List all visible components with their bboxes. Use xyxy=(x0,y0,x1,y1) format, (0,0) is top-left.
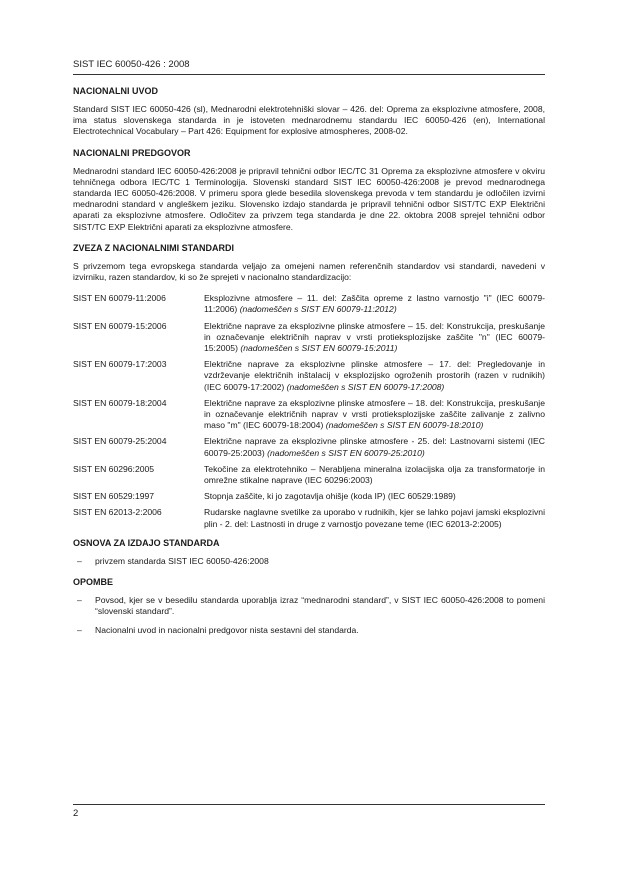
reference-text: Električne naprave za eksplozivne plinske atmosfere – 15. del: Konstrukcija, preskušanje in označevanje električnih naprav v vrsti protieksplozijske zaščite "n" (IEC 60079-15:2005) xyxy=(204,320,545,354)
reference-code: SIST EN 62013-2:2006 xyxy=(73,507,162,518)
section-heading-predgovor: NACIONALNI PREDGOVOR xyxy=(73,147,191,158)
footer-rule xyxy=(73,804,545,805)
list-item xyxy=(73,556,545,567)
reference-row xyxy=(73,398,545,432)
reference-description: Rudarske naglavne svetilke za uporabo v rudnikih, kjer se lahko pojavi jamski eksplozivni plin - 2. del: Lastnosti in druge z varnostjo povezane teme (IEC 62013-2:2005) xyxy=(204,507,545,529)
reference-description: Tekočine za elektrotehniko – Nerabljena mineralna izolacijska olja za transformatorje in omrežne stikalne naprave (IEC 60296:2003) xyxy=(204,463,545,486)
reference-row xyxy=(73,293,545,315)
paragraph-zveza-intro: S privzemom tega evropskega standarda veljajo za omejeni namen referenčnih standardov vsi standardi, navedeni v izvirniku, razen standardov, ki so že sprejeti v nacionalno standardizacijo: xyxy=(73,260,545,283)
reference-code: SIST EN 60079-25:2004 xyxy=(73,436,167,447)
reference-row xyxy=(73,491,545,502)
section-heading-opombe: OPOMBE xyxy=(73,577,114,588)
list-item xyxy=(73,595,545,617)
section-heading-uvod: NACIONALNI UVOD xyxy=(73,86,158,96)
reference-text: Električne naprave za eksplozivne plinske atmosfere – 18. del: Konstrukcija, preskušanje in označevanje električnih naprav v vrsti protieksplozijske zaščite zalivanje z zalivno maso "m" (IEC 60079-18:2004) xyxy=(204,397,545,431)
paragraph-predgovor: Mednarodni standard IEC 60050-426:2008 je pripravil tehnični odbor IEC/TC 31 Oprema za eksplozivne atmosfere v okviru tehničnega odbora IEC/TC 1 Terminologija. Slovenski standard SIST IEC 60050-426:2008 je prevod mednarodnega standarda IEC 60050-426:2008. V primeru spora glede besedila slovenskega prevoda v tem standardu je odločilen izvirni mednarodni standard v angleškem jeziku. Slovensko izdajo standarda je pripravil tehnični odbor SIST/TC EXP Električni aparati za eksplozivne atmosfere. Odločitev za privzem tega standarda je dne 22. oktobra 2008 sprejel tehnični odbor SIST/TC EXP Električni aparati za eksplozivne atmosfere. xyxy=(73,165,545,232)
document-header: SIST IEC 60050-426 : 2008 xyxy=(73,59,190,70)
list-item-text: Povsod, kjer se v besedilu standarda uporablja izraz “mednarodni standard”, v SIST IEC 60050-426:2008 to pomeni “slovenski standard”. xyxy=(95,595,545,617)
reference-code: SIST EN 60079-18:2004 xyxy=(73,397,167,408)
reference-code: SIST EN 60296:2005 xyxy=(73,463,155,474)
dash-bullet: – xyxy=(77,555,82,566)
list-item xyxy=(73,625,545,636)
reference-note: (nadomeščen s SIST EN 60079-11:2012) xyxy=(239,304,397,315)
reference-note: (nadomeščen s SIST EN 60079-18:2010) xyxy=(325,420,484,431)
reference-row xyxy=(73,464,545,486)
dash-bullet: – xyxy=(77,624,82,635)
page-number: 2 xyxy=(73,808,79,819)
section-heading-osnova: OSNOVA ZA IZDAJO STANDARDA xyxy=(73,537,220,548)
document-body xyxy=(73,86,545,643)
reference-list xyxy=(73,293,545,530)
reference-description xyxy=(204,293,545,315)
reference-row xyxy=(73,359,545,393)
dash-bullet: – xyxy=(77,595,82,606)
reference-row xyxy=(73,507,545,529)
reference-text: Električne naprave za eksplozivne plinske atmosfere – 17. del: Pregledovanje in vzdrževanje električnih inštalacij v eksplozijsko ogroženih prostorih (razen v rudnikih) (IEC 60079-17:2002) xyxy=(204,359,545,392)
reference-code: SIST EN 60529:1997 xyxy=(73,491,155,502)
reference-description xyxy=(204,359,545,393)
reference-text: Električne naprave za eksplozivne plinske atmosfere - 25. del: Lastnovarni sistemi (IEC 60079-25:2003) xyxy=(204,436,545,458)
reference-code: SIST EN 60079-15:2006 xyxy=(73,320,167,331)
reference-text: Eksplozivne atmosfere – 11. del: Zaščita opreme z lastno varnostjo "i" (IEC 60079-11:2006) xyxy=(204,293,545,315)
reference-description xyxy=(204,321,545,355)
list-item-text: privzem standarda SIST IEC 60050-426:2008 xyxy=(95,555,269,566)
reference-row xyxy=(73,321,545,355)
header-rule xyxy=(73,74,545,75)
reference-description xyxy=(204,398,545,432)
reference-note: (nadomeščen s SIST EN 60079-15:2011) xyxy=(240,343,398,354)
reference-note: (nadomeščen s SIST EN 60079-17:2008) xyxy=(286,381,445,392)
section-heading-zveza: ZVEZA Z NACIONALNIMI STANDARDI xyxy=(73,242,234,253)
reference-code: SIST EN 60079-17:2003 xyxy=(73,359,167,370)
reference-row xyxy=(73,436,545,458)
reference-code: SIST EN 60079-11:2006 xyxy=(73,293,166,304)
paragraph-uvod: Standard SIST IEC 60050-426 (sl), Mednarodni elektrotehniški slovar – 426. del: Oprema za eksplozivne atmosfere, 2008, ima status slovenskega standarda in je istoveten mednarodnemu standardu IEC 60050-426 (en), International Electrotechnical Vocabulary – Part 426: Equipment for explosive atmospheres, 2008-02. xyxy=(73,104,545,137)
list-item-text: Nacionalni uvod in nacionalni predgovor nista sestavni del standarda. xyxy=(95,624,359,635)
reference-description: Stopnja zaščite, ki jo zagotavlja ohišje (koda IP) (IEC 60529:1989) xyxy=(204,491,456,502)
reference-note: (nadomeščen s SIST EN 60079-25:2010) xyxy=(267,447,425,458)
reference-description xyxy=(204,436,545,458)
